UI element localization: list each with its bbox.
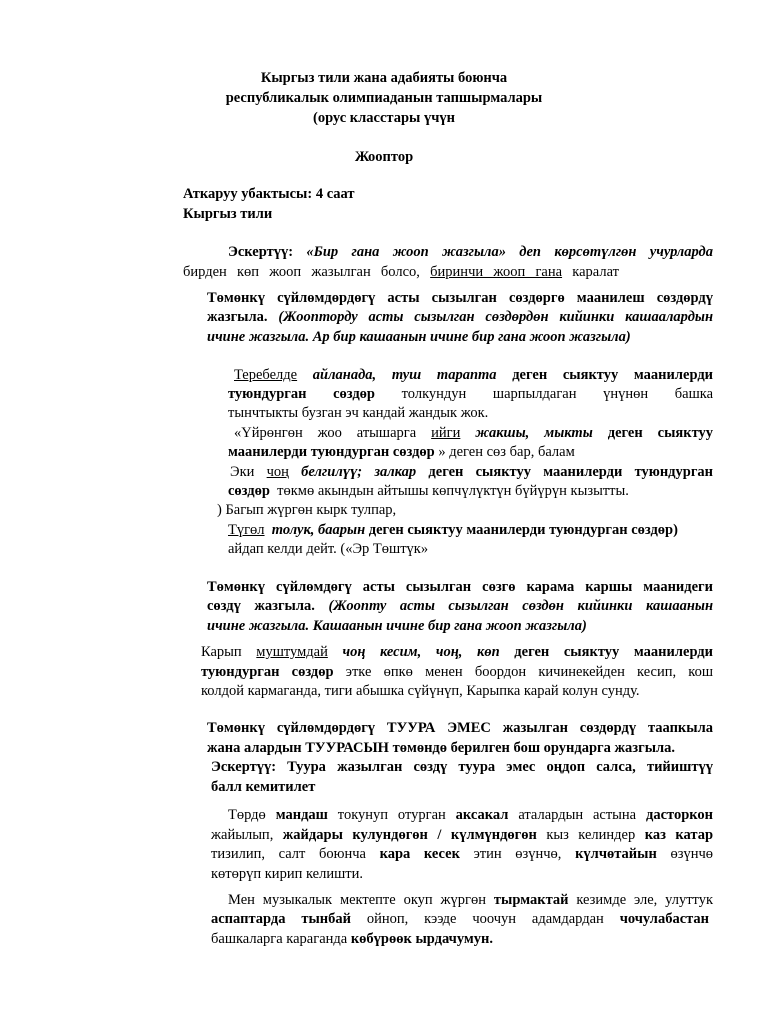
ex1-gloss-7: сөздөр: [228, 483, 270, 499]
ex1-line-9: [228, 521, 678, 539]
ex3-word: аксакал: [455, 807, 509, 823]
note-text-2: бирден көп жооп жазылган болсо,: [183, 264, 420, 280]
ex3-word: тырмактай: [493, 892, 569, 908]
task3-line-1: Төмөнкү сүйлөмдөрдөгү ТУУРА ЭМЕС жазылган сөздөрдү таапкыла: [207, 720, 713, 736]
ex3-text: кезимде эле, улуттук: [576, 892, 714, 908]
ex1-gloss-1: деген сыяктуу маанилерди: [512, 367, 714, 383]
ex3-p1-line-2: [211, 826, 713, 844]
task2-instruction: (Жоопту асты сызылган сөздөн кийинки кашаанын: [328, 598, 713, 614]
task1-line-1: Төмөнкү сүйлөмдөрдөгү асты сызылган сөздөргө маанилеш сөздөрдү: [207, 290, 713, 306]
ex1-line-10: айдап келди дейт. («Эр Төштүк»: [228, 541, 429, 557]
ex3-p1-line-3: [211, 845, 713, 863]
ex3-word: аспаптарда тынбай: [211, 911, 351, 927]
ex3-text: тизилип, салт боюнча: [211, 846, 366, 862]
ex3-word: кара кесек: [379, 846, 460, 862]
ex1-gloss-4: деген сыяктуу: [607, 425, 714, 441]
ex2-gloss-1: деген сыяктуу маанилерди: [514, 644, 714, 660]
task1-instruction: (Жоопторду асты сызылган сөздөрдөн кийинки кашаалардын: [278, 309, 713, 325]
title-line-1: Кыргыз тили жана адабияты боюнча: [260, 70, 508, 86]
note-underlined: биринчи жооп гана: [430, 264, 563, 280]
ex2-text-2: этке өпкө менен боордон кичинекейден кесип, кош: [345, 664, 713, 680]
ex3-p2-line-3: [211, 930, 493, 948]
ex3-word: мандаш: [275, 807, 328, 823]
ex3-word: күлчөтайын: [575, 846, 657, 862]
ex3-word: жайдары кулундөгөн / күлмүндөгөн: [282, 827, 537, 843]
answers-heading: Жооптор: [354, 149, 414, 165]
ex1-answer-1: айланада, туш тарапта: [312, 367, 497, 383]
ex3-p1-line-4: көтөрүп кирип келишти.: [211, 866, 363, 882]
title-line-3: (орус класстары үчүн: [312, 110, 456, 126]
ex1-line-8: ) Багып жүргөн кырк тулпар,: [217, 502, 397, 518]
ex3-text: Төрдө: [228, 807, 266, 823]
note-label: Эскертүү:: [228, 244, 294, 260]
ex3-text: ойноп, кээде чоочун адамдардан: [366, 911, 604, 927]
ex1-line-7: [228, 482, 629, 500]
task1-line-3: ичине жазгыла. Ар бир кашаанын ичине бир гана жооп жазгыла): [207, 329, 631, 345]
ex1-text-7: төкмө акындын айтышы көпчүлүктүн бүйүрүн кызытты.: [277, 483, 629, 499]
ex1-underlined-2: ийги: [431, 425, 461, 441]
task1-line-2: [207, 308, 713, 326]
note-text: «Бир гана жооп жазгыла» деп көрсөтүлгөн учурларда: [306, 244, 713, 260]
task3-line-2: жана алардын ТУУРАСЫН төмөндө берилген бош орундарга жазгыла.: [207, 740, 676, 756]
ex1-text-4: «Үйрөнгөн жоо атышарга: [234, 425, 417, 441]
task2-line-2: [207, 597, 713, 615]
task2-text: сөздү жазгыла.: [207, 598, 315, 614]
ex1-line-6: [230, 463, 713, 481]
note-text-3: каралат: [572, 264, 620, 280]
ex3-text: кыз келиндер: [546, 827, 636, 843]
ex1-line-4: [234, 424, 713, 442]
task2-line-1: Төмөнкү сүйлөмдөгү асты сызылган сөзгө карама каршы маанидеги: [207, 579, 713, 595]
ex1-line-5: [228, 443, 575, 461]
ex2-answer: чоң кесим, чоң, көп: [342, 644, 500, 660]
ex3-text: Мен музыкалык мектепте окуп жүргөн: [228, 892, 487, 908]
ex1-text-6: Эки: [230, 464, 255, 480]
ex3-text: өзүнчө: [670, 846, 713, 862]
ex3-word: көбүрөөк ырдачумун.: [350, 931, 494, 947]
title-line-2: республикалык олимпиаданын тапшырмалары: [225, 90, 543, 106]
ex1-gloss-9: деген сыяктуу маанилерди туюндурган сөздөр): [368, 522, 678, 538]
execution-time: Аткаруу убактысы: 4 саат: [183, 186, 355, 202]
ex2-line-2: [201, 663, 713, 681]
ex1-text-2: толкундун шарпылдаган үнүнөн башка: [401, 386, 713, 402]
task2-line-3: ичине жазгыла. Кашаанын ичине бир гана жооп жазгыла): [207, 618, 587, 634]
subject: Кыргыз тили: [183, 206, 273, 222]
task3-line-4: балл кемитилет: [211, 779, 316, 795]
ex3-text: этин өзүнчө,: [473, 846, 562, 862]
ex1-text-5: » деген сөз бар, балам: [438, 444, 575, 460]
ex2-text-1: Карып: [201, 644, 242, 660]
ex2-line-1: [201, 643, 713, 661]
ex3-word: чочулабастан: [619, 911, 710, 927]
ex1-underlined-4: Түгөл: [228, 522, 265, 538]
ex1-gloss-6: деген сыяктуу маанилерди туюндурган: [428, 464, 714, 480]
ex3-word: каз катар: [644, 827, 714, 843]
ex2-underlined: муштумдай: [256, 644, 328, 660]
ex1-answer-3: белгилүү; залкар: [301, 464, 417, 480]
ex3-text: башкаларга караганда: [211, 931, 348, 947]
ex3-text: жайылып,: [211, 827, 274, 843]
ex3-p2-line-2: [211, 910, 709, 928]
note-line-1: [228, 243, 713, 261]
ex1-gloss-5: маанилерди туюндурган сөздөр: [228, 444, 435, 460]
ex2-gloss-2: туюндурган сөздөр: [201, 664, 334, 680]
ex3-word: дасторкон: [646, 807, 714, 823]
ex2-line-3: колдой кармаганда, тиги абышка сүйүнүп, Карыпка карай колун сунду.: [201, 683, 640, 699]
ex1-line-1: [234, 366, 713, 384]
ex1-line-2: [228, 385, 713, 403]
note-line-2: [183, 263, 619, 281]
ex1-underlined-3: чоң: [266, 464, 289, 480]
ex1-gloss-2: туюндурган сөздөр: [228, 386, 375, 402]
ex1-line-3: тынчтыкты бузган эч кандай жандык жок.: [228, 405, 489, 421]
ex3-p1-line-1: [228, 806, 713, 824]
ex3-text: аталардын астына: [518, 807, 637, 823]
ex3-p2-line-1: [228, 891, 713, 909]
task3-line-3: Эскертүү: Туура жазылган сөздү туура эмес оңдоп салса, тийиштүү: [211, 759, 713, 775]
ex1-answer-2: жакшы, мыкты: [475, 425, 593, 441]
ex1-answer-4: толук, баарын: [271, 522, 366, 538]
ex3-text: токунуп отурган: [337, 807, 446, 823]
task1-text: жазгыла.: [207, 309, 268, 325]
ex1-underlined-1: Теребелде: [234, 367, 298, 383]
